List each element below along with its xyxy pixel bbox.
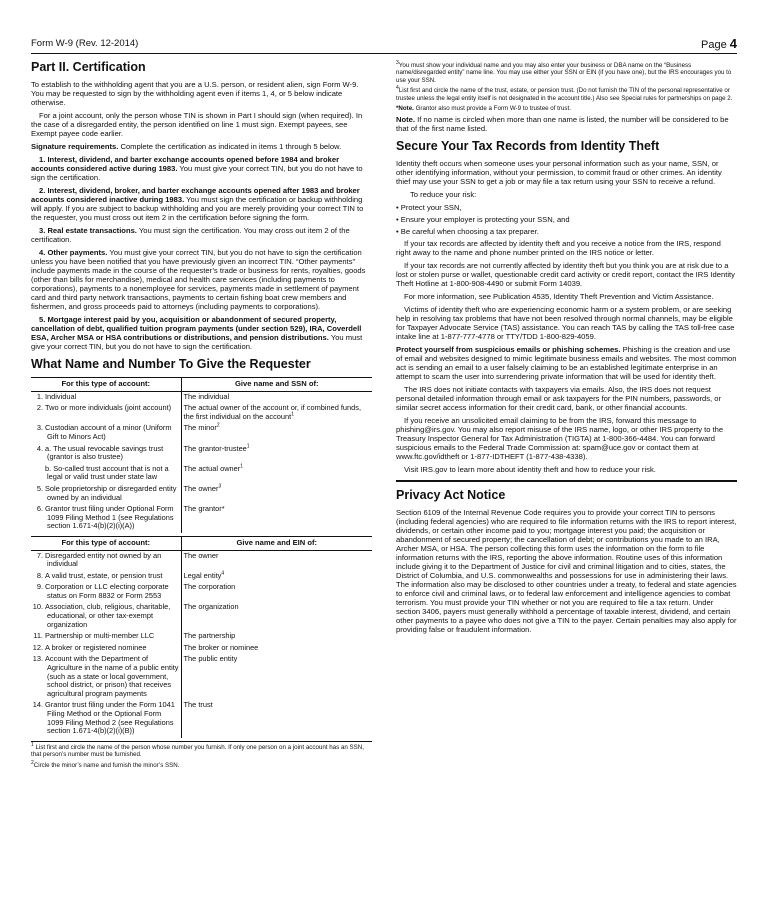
form-revision: Form W-9 (Rev. 12-2014) (31, 38, 139, 49)
ssn-table-body (31, 391, 372, 533)
give-name-cell (181, 444, 372, 464)
footnote-star-note: *Note. Grantor also must provide a Form W-9 to trustee of trust. (396, 105, 571, 113)
ein-table-body (31, 550, 372, 738)
account-type-cell (31, 631, 181, 643)
give-name-text: The owner (183, 483, 219, 493)
account-type-cell (31, 582, 181, 602)
row-number: 14. (32, 700, 43, 710)
item-3: 3. Real estate transactions. You must sign the certification. You may cross out item 2 of the certification. (31, 226, 350, 244)
footnote-ref: 2 (216, 422, 220, 429)
give-name-text: The public entity (183, 654, 238, 664)
account-type-text: Two or more individuals (joint account) (45, 403, 172, 413)
first-name-note: Note. If no name is circled when more than one name is listed, the number will be considered to be that of the first name listed. (396, 115, 729, 134)
give-name-cell (181, 643, 372, 655)
footnote-ref: 1 (291, 411, 294, 418)
account-type-cell (31, 654, 181, 700)
ein-table-header-account: For this type of account: (31, 536, 181, 550)
phishing-paragraph: Protect yourself from suspicious emails or phishing schemes. Phishing is the creation and use of email and websites designed to mimic legitimate business emails and websites. The most common act is sending an email to a user falsely claiming to be an established legitimate enterprise in an attempt to scam the user into surrendering private information that will be used for identity theft. (396, 345, 737, 382)
t1-row (31, 484, 372, 504)
row-number: 12. (32, 642, 43, 652)
account-type-text: Disregarded entity not owned by an individual (45, 550, 162, 569)
name-number-title: What Name and Number To Give the Requester (31, 357, 311, 371)
give-name-cell (181, 423, 372, 443)
account-type-cell (31, 403, 181, 423)
page-header (31, 38, 737, 52)
t2-row (31, 571, 372, 583)
t2-row (31, 602, 372, 631)
left-column (31, 60, 372, 772)
identity-p3: If your tax records are not currently affected by identity theft but you think you are at risk due to a lost or stolen purse or wallet, questionable credit card activity or credit report, contact the IRS Identity Theft Hotline at 1-800-908-4490 or submit Form 14039. (396, 261, 735, 289)
account-type-text: Individual (45, 391, 77, 401)
account-type-text: Grantor trust filing under Optional Form 1099 Filing Method 1 (see Regulations section 1.671-4(b)(2)(i)(A)) (45, 504, 174, 531)
bullet-3: • Be careful when choosing a tax preparer. (396, 227, 539, 237)
account-type-cell (31, 700, 181, 737)
identity-p7: If you receive an unsolicited email claiming to be from the IRS, forward this message to phishing@irs.gov. You may also report misuse of the IRS name, logo, or other IRS property to the Treasury Inspector General for Tax Administration (TIGTA) at 1-800-366-4484. You can forward suspicious emails to the Federal Trade Commission at: spam@uce.gov or contact them at www.ftc.gov/idtheft or 1-877-IDTHEFT (1-877-438-4338). (396, 416, 724, 462)
give-name-text: The owner (183, 550, 219, 560)
give-name-cell (181, 391, 372, 403)
row-number: 3. (36, 423, 43, 433)
row-number: 10. (32, 602, 43, 612)
row-number: 11. (33, 631, 43, 641)
identity-p2: If your tax records are affected by identity theft and you receive a notice from the IRS, respond right away to the name and phone number printed on the IRS notice or letter. (396, 239, 721, 258)
item-1: 1. Interest, dividend, and barter exchange accounts opened before 1984 and broker accounts considered active during 1983. You must give your correct TIN, but you do not have to sign the certification. (31, 155, 363, 182)
account-type-cell (31, 444, 181, 464)
give-name-cell (181, 550, 372, 571)
privacy-p1: Section 6109 of the Internal Revenue Code requires you to provide your correct TIN to persons (including federal agencies) who are required to file information returns with the IRS to report interest, dividends, or certain other income paid to you; mortgage interest you paid; the acquisition or abandonment of secured property; the cancellation of debt; or contributions you made to an IRA, Archer MSA, or HSA. The person collecting this form uses the information on the form to file information returns with the IRS, reporting the above information. Routine uses of this information include giving it to the Department of Justice for civil and criminal litigation and to cities, states, the District of Columbia, and U.S. commonwealths and possessions for use in administering their laws. The information also may be disclosed to other countries under a treaty, to federal and state agencies to enforce civil and criminal laws, or to federal law enforcement and intelligence agencies to combat terrorism. You must provide your TIN whether or not you are required to file a tax return. Under section 3406, payers must generally withhold a percentage of taxable interest, dividend, and certain other payments to a payee who does not give a TIN to the payer. Certain penalties may also apply for providing false or fraudulent information. (396, 507, 737, 634)
account-type-cell (31, 550, 181, 571)
give-name-text: The corporation (183, 582, 236, 592)
account-type-text: b. So-called trust account that is not a legal or valid trust under state law (45, 463, 169, 482)
page-number: Page 4 (701, 36, 737, 51)
row-number: 13. (32, 654, 43, 664)
t2-row (31, 582, 372, 602)
account-type-text: Partnership or multi-member LLC (45, 631, 155, 641)
identity-p4: For more information, see Publication 4535, Identity Theft Prevention and Victim Assistance. (404, 292, 714, 302)
identity-p6: The IRS does not initiate contacts with taxpayers via emails. Also, the IRS does not request personal detailed information through email or ask taxpayers for the PIN numbers, passwords, or similar secret access information for their credit card, bank, or other financial accounts. (396, 385, 722, 413)
part2-p2: For a joint account, only the person whose TIN is shown in Part I should sign (when required). In the case of a disregarded entity, the person identified on line 1 must sign. Exempt payees, see Exempt payee code earlier. (31, 111, 363, 138)
account-type-cell (31, 484, 181, 504)
sig-requirements: Signature requirements. Complete the certification as indicated in items 1 through 5 below. (31, 142, 342, 151)
privacy-rule (396, 480, 737, 481)
give-name-text: The minor (183, 423, 217, 433)
row-number: 8. (36, 570, 43, 580)
bullet-2: • Ensure your employer is protecting your SSN, and (396, 215, 570, 225)
account-type-text: a. The usual revocable savings trust (grantor is also trustee) (45, 443, 164, 462)
give-name-text: The actual owner of the account or, if combined funds, the first individual on the account (183, 403, 362, 421)
t2-row (31, 550, 372, 571)
right-column (396, 59, 737, 638)
give-name-text: The trust (183, 700, 213, 710)
footnote-ref: 1 (246, 443, 250, 450)
give-name-cell (181, 464, 372, 484)
account-type-cell (31, 504, 181, 533)
footnote-ref: 4 (221, 570, 225, 577)
account-type-text: Grantor trust filing under the Form 1041 Filing Method or the Optional Form 1099 Filing Method 2 (see Regulations section 1.671-4(b)(2)(i)(B)) (45, 700, 175, 736)
ssn-table-header-account: For this type of account: (31, 378, 181, 392)
ssn-account-table (31, 377, 372, 533)
left-footnotes (31, 741, 372, 769)
bullet-1: • Protect your SSN, (396, 203, 462, 213)
give-name-text: Legal entity (183, 570, 222, 580)
account-type-text: Association, club, religious, charitable, educational, or other tax-exempt organization (45, 602, 171, 629)
account-type-text: Custodian account of a minor (Uniform Gift to Minors Act) (45, 423, 172, 441)
identity-p8: Visit IRS.gov to learn more about identity theft and how to reduce your risk. (404, 465, 656, 475)
account-type-cell (31, 464, 181, 484)
part2-title: Part II. Certification (31, 60, 146, 74)
give-name-text: The broker or nominee (183, 642, 259, 652)
account-type-cell (31, 643, 181, 655)
part2-p1: To establish to the withholding agent that you are a U.S. person, or resident alien, sign Form W-9. You may be requested to sign by the withholding agent even if items 1, 4, or 5 below indicate otherwise. (31, 80, 359, 107)
t1-row (31, 464, 372, 484)
give-name-text: The organization (183, 602, 239, 612)
row-number: 4. (36, 443, 43, 453)
ein-table-header-give: Give name and EIN of: (181, 536, 372, 550)
give-name-text: The partnership (183, 631, 236, 641)
footnote-1: $^1$ List first and circle the name of the person whose number you furnish. If only one person on a joint account has an SSN, that person’s number must be furnished. (31, 741, 364, 759)
row-number: 7. (36, 550, 43, 560)
account-type-cell (31, 423, 181, 443)
row-number: 6. (36, 504, 43, 514)
give-name-text: The grantor-trustee (183, 443, 247, 453)
identity-p1: Identity theft occurs when someone uses your personal information such as your name, SSN, or other identifying information, without your permission, to commit fraud or other crimes. An identity thief may use your SSN to get a job or may file a tax return using your SSN to receive a refund. (396, 159, 722, 187)
footnote-4: $^4$List first and circle the name of the trust, estate, or pension trust. (Do not furnish the TIN of the personal representative or trustee unless the legal entity itself is not designated in the account title.) Also see Special rules for partnerships on page 2. (396, 85, 733, 102)
identity-title: Secure Your Tax Records from Identity Theft (396, 139, 660, 154)
give-name-cell (181, 654, 372, 700)
account-type-text: Account with the Department of Agriculture in the name of a public entity (such as a state or local government, school district, or prison) that receives agricultural program payments (45, 654, 179, 698)
give-name-cell (181, 700, 372, 737)
identity-reduce: To reduce your risk: (410, 190, 477, 200)
row-number: 5. (36, 483, 43, 493)
t1-row (31, 504, 372, 533)
give-name-cell (181, 582, 372, 602)
give-name-text: The individual (183, 391, 230, 401)
identity-p5: Victims of identity theft who are experiencing economic harm or a system problem, or are seeking help in resolving tax problems that have not been resolved through normal channels, may be eligible for Taxpayer Advocate Service (TAS) assistance. You can reach TAS by calling the TAS toll-free case intake line at 1-877-777-4778 or TTY/TDD 1-800-829-4059. (396, 305, 735, 342)
item-2: 2. Interest, dividend, broker, and barter exchange accounts opened after 1983 and broker accounts considered inactive during 1983. You must sign the certification or backup withholding will apply. If you are subject to backup withholding and you are merely providing your correct TIN to the requester, you must cross out item 2 in the certification before signing the form. (31, 186, 364, 222)
row-number: 2. (36, 403, 43, 413)
t2-row (31, 631, 372, 643)
account-type-cell (31, 602, 181, 631)
footnote-ref: 1 (240, 463, 244, 470)
account-type-text: Corporation or LLC electing corporate status on Form 8832 or Form 2553 (45, 582, 169, 600)
header-rule (31, 53, 737, 54)
t1-row (31, 391, 372, 403)
footnote-3: $^3$You must show your individual name and you may also enter your business or DBA name on the “Business name/disregarded entity” name line. You may use either your SSN or EIN (if you have one), but the IRS encourages you to use your SSN. (396, 59, 732, 84)
account-type-text: Sole proprietorship or disregarded entity owned by an individual (45, 483, 177, 502)
item-5: 5. Mortgage interest paid by you, acquisition or abandonment of secured property, cancellation of debt, qualified tuition program payments (under section 529), IRA, Coverdell ESA, Archer MSA or HSA contributions or distributions, and pension distributions. You must give your correct TIN, but you do not have to sign the certification. (31, 315, 363, 351)
privacy-title: Privacy Act Notice (396, 487, 506, 502)
give-name-cell (181, 631, 372, 643)
give-name-cell (181, 602, 372, 631)
t1-row (31, 444, 372, 464)
footnote-ref: 3 (218, 483, 222, 490)
ein-account-table (31, 536, 372, 738)
give-name-text: The grantor* (183, 504, 225, 514)
t1-row (31, 403, 372, 423)
give-name-cell (181, 504, 372, 533)
t1-row (31, 423, 372, 443)
t2-row (31, 643, 372, 655)
row-number: 9. (36, 582, 43, 592)
footnote-2: $^2$Circle the minor’s name and furnish the minor’s SSN. (31, 759, 180, 769)
row-number: 1. (36, 391, 43, 401)
t2-row (31, 700, 372, 737)
give-name-cell (181, 403, 372, 423)
account-type-text: A broker or registered nominee (45, 642, 147, 652)
t2-row (31, 654, 372, 700)
account-type-cell (31, 391, 181, 403)
ssn-table-header-give: Give name and SSN of: (181, 378, 372, 392)
give-name-text: The actual owner (183, 463, 241, 473)
account-type-text: A valid trust, estate, or pension trust (45, 570, 163, 580)
item-4: 4. Other payments. You must give your correct TIN, but you do not have to sign the certification unless you have been notified that you have previously given an incorrect TIN. “Other payments” include payments made in the course of the requester’s trade or business for rents, royalties, goods (other than bills for merchandise), medical and health care services (including payments to corporations), payments to a nonemployee for services, payments made in settlement of payment card and third party network transactions, payments to certain fishing boat crew members and fishermen, and gross proceeds paid to attorneys (including payments to corporations). (31, 248, 366, 311)
account-type-cell (31, 571, 181, 583)
give-name-cell (181, 571, 372, 583)
give-name-cell (181, 484, 372, 504)
